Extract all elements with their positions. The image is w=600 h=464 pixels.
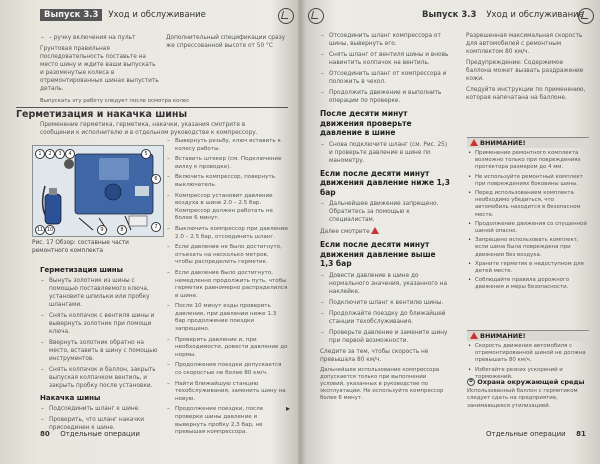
vw-logo-icon xyxy=(278,8,294,24)
list-item: – Проверить, что шланг накачки присоединен к шине. xyxy=(40,416,162,432)
warning-item: • Храните герметик в недоступном для детей месте. xyxy=(467,261,589,275)
repair-kit-figure xyxy=(32,145,164,237)
paragraph: Грунтовая правильная последовательность поставьте на место шину и ждите ваши выпускать и разомкнутые колеса в отремонтированных шинах выпустить деталь. xyxy=(40,46,159,92)
paragraph: Предупреждение: Содержимое баллона может вызвать раздражение кожи. xyxy=(466,60,584,82)
warning-item: • Применение ремонтного комплекта возможно только при повреждениях протектора размером до 4 мм. xyxy=(467,150,589,172)
list-item: – Отсоединить шланг от компрессора и положить в чехол. xyxy=(320,70,450,86)
paragraph: Следуйте инструкции по применению, которая напечатана на баллоне. xyxy=(466,87,586,101)
figure-number: 5 xyxy=(141,149,151,159)
figure-number: 2 xyxy=(45,149,55,159)
list-item: – Продолжение поездки, после проверки шины давление и вывернуть пробку 2,3 бар, не превышая компрессора. xyxy=(166,406,288,436)
warning-box-2 xyxy=(467,330,589,383)
list-item: – Продолжение поездки допускается со скоростью не более 80 км/ч. xyxy=(166,362,288,377)
warning-ref-text: Далее смотрите xyxy=(320,229,370,235)
warning-list xyxy=(467,341,589,381)
environment-note xyxy=(467,378,589,413)
note: Следите за тем, чтобы скорость не превышала 80 км/ч. xyxy=(320,348,429,363)
list-item: – Проверьте давление и замените шину при первой возможности. xyxy=(320,329,450,345)
list-item: – Продолжайте поездку до ближайшей станции техобслуживания. xyxy=(320,310,450,326)
warning-title: ВНИМАНИЕ! xyxy=(480,332,526,340)
environment-text: Использованный баллон с герметиком следует сдать на предприятие, занимающееся утилизацией. xyxy=(467,388,578,409)
left-folio xyxy=(40,430,140,438)
right-header-title: Уход и обслуживание xyxy=(486,10,584,20)
list-item: – Подсоединить шланг к шине. xyxy=(40,405,162,413)
figure-caption: Рис. 17 Обзор: составные части ремонтного комплекта xyxy=(32,240,129,254)
warning-list xyxy=(467,148,589,292)
figure-number: 11 xyxy=(36,227,44,233)
warning-box-1 xyxy=(467,137,589,294)
list-item: – Вставить штекер (см. Подключение вилку к проводке). xyxy=(166,156,288,171)
list-item: – Вынуть золотник из шины с помощью поставляемого ключа, установите шпильки или пробку шлангами. xyxy=(40,277,162,309)
folio-text: Отдельные операции xyxy=(60,430,140,438)
left-page xyxy=(0,0,298,464)
right-folio xyxy=(486,430,586,438)
warning-triangle-icon xyxy=(470,139,478,146)
figure-number: 1 xyxy=(35,149,45,159)
left-top-col xyxy=(40,34,160,96)
section-title: Герметизация и накачка шины xyxy=(16,109,188,120)
warning-triangle-icon xyxy=(371,227,379,234)
list-item: – Ввернуть золотник обратно на место, вставить в шину с помощью инструментов. xyxy=(40,339,162,363)
environment-title-text: Охрана окружающей среды xyxy=(477,378,585,386)
warning-title: ВНИМАНИЕ! xyxy=(480,139,526,147)
continue-arrow-icon: ▸ xyxy=(286,404,291,413)
list-item: – Проверить давление и, при необходимости, довести давление до нормы. xyxy=(166,337,288,360)
right-col2-top xyxy=(466,32,590,105)
heading-ten-minutes: После десяти минут движения проверьте давление в шине xyxy=(320,109,412,137)
list-item: – Снять колпачок и баллон, закрыть выпуская колпачком вентиль, и закрыть пробку после установки. xyxy=(40,366,162,390)
figure-number: 4 xyxy=(65,149,75,159)
figure-number: 10 xyxy=(46,227,54,233)
left-header-title: Уход и обслуживание xyxy=(108,10,206,20)
figure-number: 8 xyxy=(117,225,127,235)
list-item: – Снять шланг от вентиля шины и вновь навинтить колпачок на вентиль. xyxy=(320,51,450,67)
list-item: – Подключите шланг к вентилю шины. xyxy=(320,299,450,307)
warning-title-bar xyxy=(467,330,589,341)
list-item: – Включить компрессор, повернуть выключатель. xyxy=(166,174,288,189)
vw-logo-icon xyxy=(308,8,324,24)
list-item: – Если давление было достигнуто, немедленно продолжить путь, чтобы герметик равномерно распределился в шине. xyxy=(166,270,288,300)
right-page xyxy=(302,0,600,464)
folio-text: Отдельные операции xyxy=(486,430,566,438)
warning-item: • Запрещено использовать комплект, если шина была повреждена при движении без воздуха. xyxy=(467,237,589,259)
section-ruler-text: Выпускать эту работу следует после осмотра колес xyxy=(40,98,190,104)
list-item: – Продолжить движение и выполнить операции по проверке. xyxy=(320,89,450,105)
left-header xyxy=(40,10,206,26)
right-chapter: Выпуск 3.3 xyxy=(422,10,477,20)
right-col1 xyxy=(320,32,450,406)
warning-ref xyxy=(320,227,450,236)
right-header xyxy=(418,10,584,26)
inflate-title: Накачка шины xyxy=(40,394,101,402)
section-header xyxy=(16,107,288,120)
left-mid-col xyxy=(166,138,291,440)
warning-item: • Не используйте ремонтный комплект при повреждениях боковины шины. xyxy=(467,174,589,188)
section-intro: Применение герметика, герметика, накачки, указания смотрите в сообщении к исполнителю и в отдельном руководстве к компрессору. xyxy=(40,122,258,136)
left-chapter: Выпуск 3.3 xyxy=(40,9,102,21)
bottom-note: Дальнейшее использование компрессора допускается только при выполнении условий, указанных в руководстве по эксплуатации. Не используйте компрессор более 6 минут. xyxy=(320,366,444,402)
paragraph: Дополнительный спецификации сразу же спрессованной высоте от 50 °С xyxy=(166,35,286,49)
list-item: – – ручку включения на пульт xyxy=(40,34,160,42)
paragraph: Разрешенная максимальная скорость для автомобилей с ремонтным комплектом 80 км/ч. xyxy=(466,33,583,55)
list-item: – Дальнейшее движение запрещено. Обратитесь за помощью к специалистам. xyxy=(320,200,450,224)
warning-item: • Соблюдайте правила дорожного движения и меры безопасности. xyxy=(467,277,589,291)
figure-number: 3 xyxy=(55,149,65,159)
page-number: 80 xyxy=(40,430,50,438)
environment-title xyxy=(467,378,589,386)
list-item: – Довести давление в шине до нормального значения, указанного на наклейке. xyxy=(320,272,450,296)
warning-item: • Скорость движения автомобиля с отремонтированной шиной не должна превышать 80 км/ч. xyxy=(467,343,589,365)
list-item: – Отсоединить шланг компрессора от шины, вывернуть его. xyxy=(320,32,450,48)
list-item: – Выключить компрессор при давлении 2.0 – 2.5 бар, отсоединить шланг. xyxy=(166,226,288,241)
list-item: – Вывернуть резьбу, ключ вставить к колесу работы. xyxy=(166,138,288,153)
list-item: – Если давление не было достигнуто, отъехать на несколько метров, чтобы распределить герметик. xyxy=(166,244,288,267)
warning-title-bar xyxy=(467,137,589,148)
heading-above-1-3: Если после десяти минут движения давление выше 1,3 бар xyxy=(320,240,436,268)
left-top-right-col xyxy=(166,34,286,53)
warning-triangle-icon xyxy=(470,332,478,339)
figure-number: 7 xyxy=(151,222,161,232)
figure-number: 6 xyxy=(151,174,161,184)
page-number: 81 xyxy=(576,430,586,438)
heading-below-1-3: Если после десяти минут движения давление ниже 1,3 бар xyxy=(320,168,450,197)
warning-item: • Перед использованием комплекта необходимо убедиться, что автомобиль находится в безопасном месте. xyxy=(467,190,589,219)
warning-item: • Продолжение движения со спущенной шиной опасно. xyxy=(467,221,589,235)
vw-logo-icon xyxy=(578,8,594,24)
figure-number: 9 xyxy=(97,225,107,235)
list-item: – Снова подключите шланг (см. Рис. 25) и проверьте давление в шине по манометру. xyxy=(320,141,450,165)
list-item: – После 10 минут езды проверить давление, при давлении ниже 1.3 бар продолжение поездки запрещено. xyxy=(166,303,288,333)
warning-item: • Избегайте резких ускорений и торможений. xyxy=(467,367,589,381)
leaf-icon: ✿ xyxy=(467,378,475,386)
repair-kit-illustration xyxy=(33,146,163,236)
left-col-sealing xyxy=(40,262,162,435)
list-item: – Найти ближайшую станцию техобслуживания, заменить шину на новую. xyxy=(166,381,288,404)
list-item: – Компрессор установит давление воздуха в шине 2.0 – 2.5 бар. Компрессор должен работать не более 6 минут. xyxy=(166,193,288,223)
list-item: – Снять колпачок с вентиля шины и вывернуть золотник при помощи ключа. xyxy=(40,312,162,336)
sealing-title: Герметизация шины xyxy=(40,266,123,274)
